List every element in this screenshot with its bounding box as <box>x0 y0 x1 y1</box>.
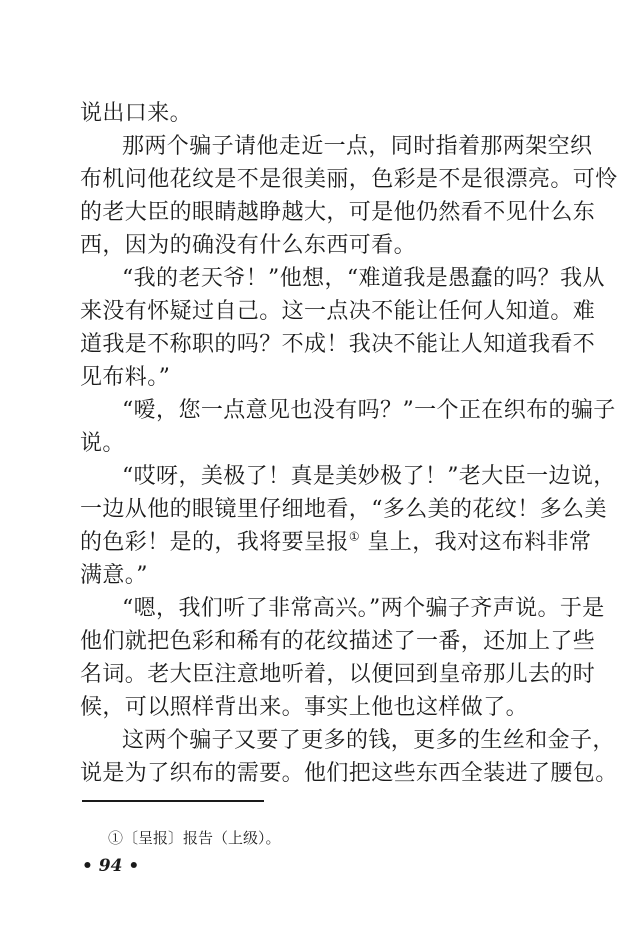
text-line: 候，可以照样背出来。事实上他也这样做了。 <box>80 695 529 720</box>
text-line: 见布料。” <box>80 365 171 390</box>
text-segment: 的色彩！是的，我将要呈报 <box>80 530 349 555</box>
page-number: • 94 • <box>82 856 140 876</box>
text-line: 布机问他花纹是不是很美丽，色彩是不是很漂亮。可怜 <box>80 167 618 192</box>
text-line: 的老大臣的眼睛越睁越大，可是他仍然看不见什么东 <box>80 200 596 225</box>
text-line: 说。 <box>80 431 125 456</box>
text-line: “哎呀，美极了！真是美妙极了！”老大臣一边说， <box>122 464 616 489</box>
footnote-divider <box>82 800 264 802</box>
text-line: 名词。老大臣注意地听着，以便回到皇帝那儿去的时 <box>80 662 596 687</box>
text-segment: 皇上，我对这布料非常 <box>367 530 592 555</box>
text-line: 那两个骗子请他走近一点，同时指着那两架空织 <box>122 134 593 159</box>
text-line: 说出口来。 <box>80 101 193 126</box>
text-line: “我的老天爷！”他想，“难道我是愚蠢的吗？我从 <box>122 266 605 291</box>
text-line-with-footnote <box>80 529 591 557</box>
text-line: “嗳，您一点意见也没有吗？”一个正在织布的骗子 <box>122 398 616 423</box>
footnote: ①〔呈报〕报告（上级）。 <box>108 829 281 847</box>
text-line: 道我是不称职的吗？不成！我决不能让人知道我看不 <box>80 332 596 357</box>
text-line: 一边从他的眼镜里仔细地看，“多么美的花纹！多么美 <box>80 497 607 522</box>
text-line: 说是为了织布的需要。他们把这些东西全装进了腰包。 <box>80 761 618 786</box>
text-line: 满意。” <box>80 563 148 588</box>
text-line: 西，因为的确没有什么东西可看。 <box>80 233 417 258</box>
text-line: 他们就把色彩和稀有的花纹描述了一番，还加上了些 <box>80 629 596 654</box>
text-line: 来没有怀疑过自己。这一点决不能让任何人知道。难 <box>80 299 596 324</box>
footnote-marker: ① <box>348 529 360 544</box>
text-line: “嗯，我们听了非常高兴。”两个骗子齐声说。于是 <box>122 596 605 621</box>
text-line: 这两个骗子又要了更多的钱，更多的生丝和金子， <box>122 728 615 753</box>
